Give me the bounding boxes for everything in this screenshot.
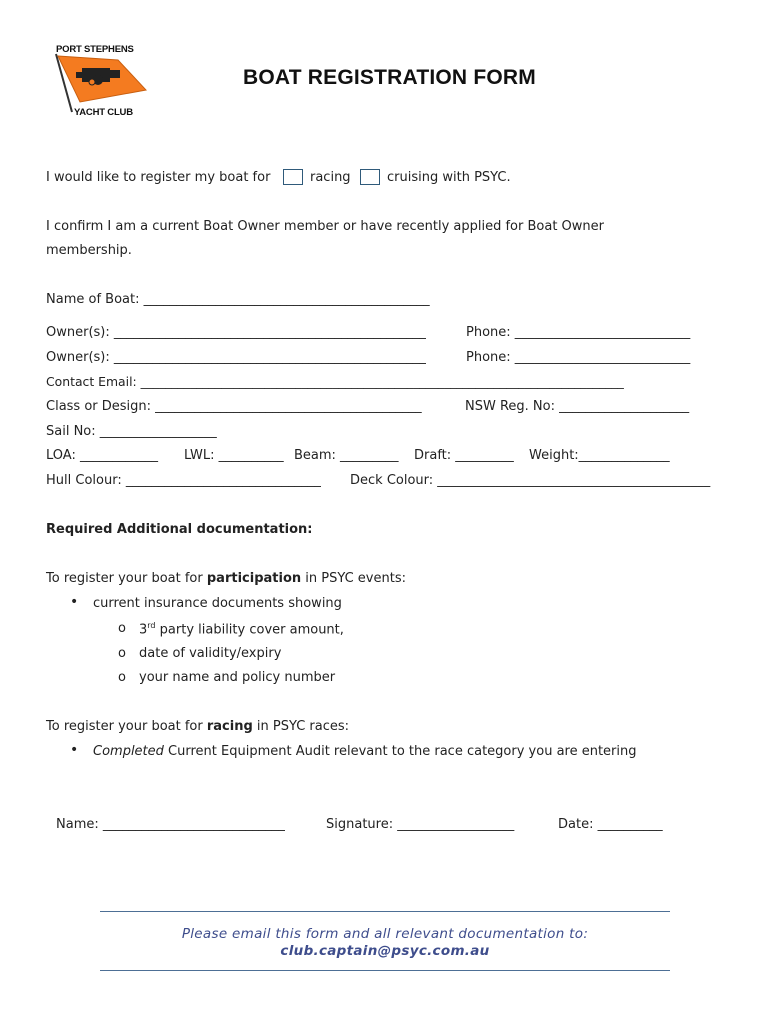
confirm-line-2: membership. [46,243,132,258]
date-field[interactable]: Date: __________ [558,817,663,832]
audit-text: Current Equipment Audit relevant to the race category you are entering [168,744,637,759]
audit-bullet [93,744,637,759]
psyc-logo [46,42,156,124]
participation-pre: To register your boat for [46,571,203,586]
docs-heading: Required Additional documentation: [46,522,313,537]
weight-field[interactable]: Weight:______________ [529,448,670,463]
deck-colour-field[interactable]: Deck Colour: __________________________________________ [350,473,711,488]
phone-field-2[interactable]: Phone: ___________________________ [466,350,691,365]
liability-sup: rd [147,621,156,630]
racing-pre: To register your boat for [46,719,203,734]
confirm-line-1: I confirm I am a current Boat Owner member or have recently applied for Boat Owner [46,219,604,234]
boat-name-field[interactable]: Name of Boat: ____________________________________________ [46,292,430,307]
lwl-field[interactable]: LWL: __________ [184,448,284,463]
loa-field[interactable]: LOA: ____________ [46,448,158,463]
footer-instruction: Please email this form and all relevant documentation to: [181,926,589,942]
liability-number: 3 [139,622,148,638]
signoff-name-field[interactable]: Name: ____________________________ [56,817,285,832]
hull-colour-field[interactable]: Hull Colour: ______________________________ [46,473,321,488]
racing-label: racing [310,170,351,185]
cruising-label: cruising with PSYC. [387,170,511,185]
owner-field-2[interactable]: Owner(s): ________________________________________________ [46,350,426,365]
racing-post: in PSYC races: [256,719,350,734]
page-title: BOAT REGISTRATION FORM [243,66,536,89]
phone-field-1[interactable]: Phone: ___________________________ [466,325,691,340]
insurance-bullet: current insurance documents showing [93,596,342,611]
participation-line [46,571,406,586]
sail-no-field[interactable]: Sail No: __________________ [46,424,217,439]
bullet-icon: • [70,742,79,758]
participation-bold: participation [206,571,302,586]
racing-bold: racing [206,719,253,734]
liability-item [139,621,344,637]
liability-text: party liability cover amount, [159,622,344,638]
sub-bullet-marker: o [118,621,126,636]
audit-italic: Completed [93,744,164,759]
racing-checkbox[interactable] [283,169,303,185]
intro-text: I would like to register my boat for [46,170,271,185]
validity-item: date of validity/expiry [139,646,282,661]
contact-email-field[interactable]: Contact Email: ______________________________________________________________________________ [46,374,624,389]
footer-divider-bottom [100,970,670,971]
logo-bottom-text: YACHT CLUB [74,107,133,118]
owner-field-1[interactable]: Owner(s): ________________________________________________ [46,325,426,340]
sub-bullet-marker: o [118,646,126,661]
cruising-checkbox[interactable] [360,169,380,185]
sub-bullet-marker: o [118,670,126,685]
bullet-icon: • [70,594,79,610]
racing-line [46,719,349,734]
beam-field[interactable]: Beam: _________ [294,448,399,463]
draft-field[interactable]: Draft: _________ [414,448,514,463]
logo-top-text: PORT STEPHENS [56,44,134,55]
footer-email-link[interactable]: club.captain@psyc.com.au [280,943,490,959]
signature-field[interactable]: Signature: __________________ [326,817,515,832]
policy-item: your name and policy number [139,670,336,685]
nsw-reg-field[interactable]: NSW Reg. No: ____________________ [465,399,690,414]
footer-divider-top [100,911,670,912]
participation-post: in PSYC events: [305,571,406,586]
class-design-field[interactable]: Class or Design: _________________________________________ [46,399,422,414]
